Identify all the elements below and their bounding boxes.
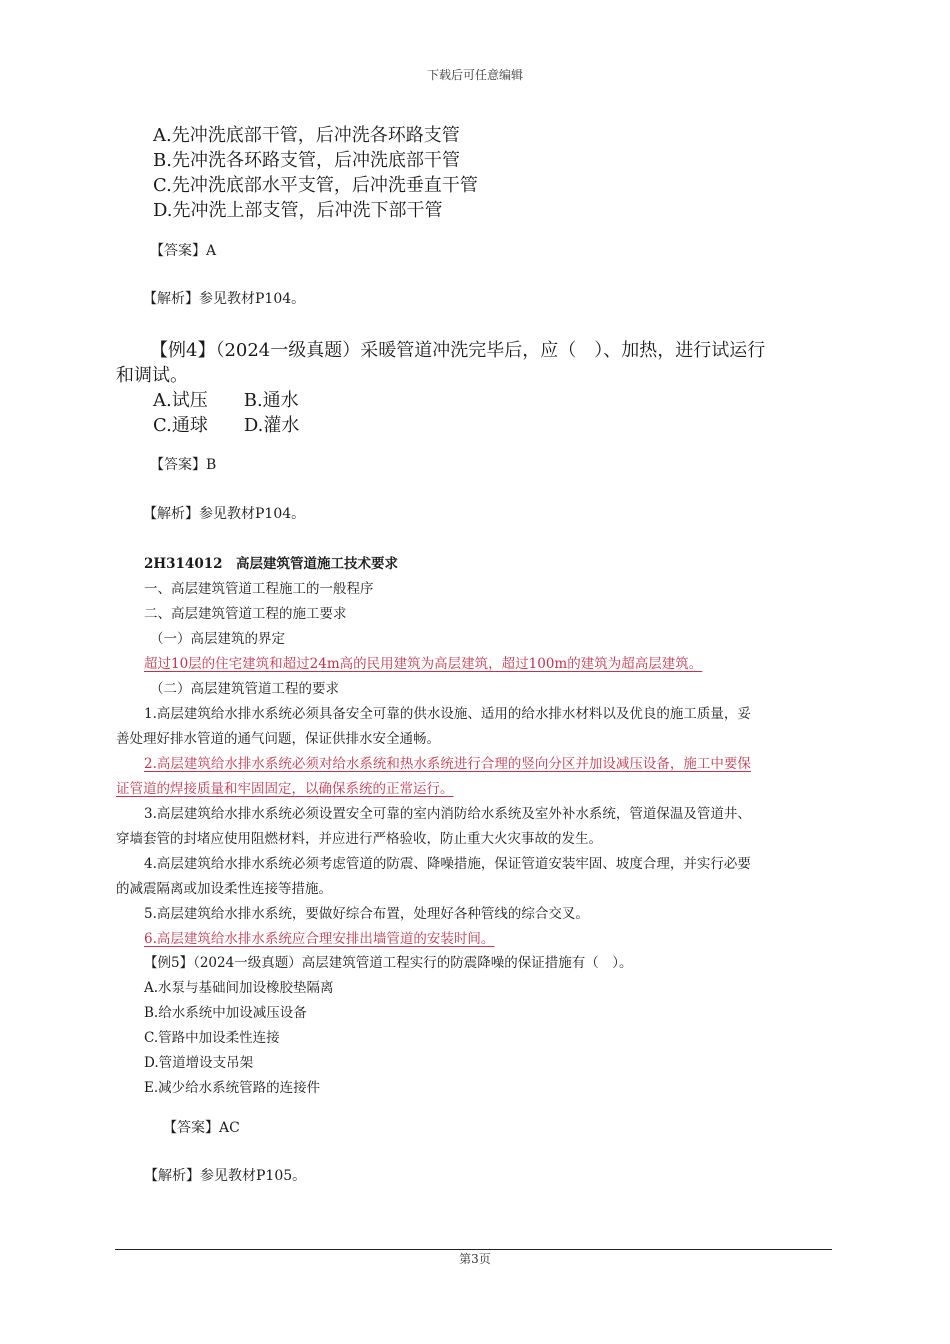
example5-option-b: B.给水系统中加设减压设备: [144, 1005, 307, 1021]
paragraph-3-line2: 穿墙套管的封堵应使用阻燃材料，并应进行严格验收，防止重大火灾事故的发生。: [116, 831, 602, 847]
example5-option-c: C.管路中加设柔性连接: [144, 1030, 280, 1046]
example5-answer: 【答案】AC: [163, 1120, 240, 1136]
paragraph-1-line1: 1.高层建筑给水排水系统必须具备安全可靠的供水设施、适用的给水排水材料以及优良的施工质量，妥: [144, 706, 751, 722]
example4-stem: 【例4】（2024一级真题）采暖管道冲洗完毕后，应（ ）、加热，进行试运行: [150, 340, 766, 361]
example4-options-row1: A.试压 B.通水: [153, 390, 299, 411]
option-a: A.先冲洗底部干管，后冲洗各环路支管: [153, 125, 460, 146]
example5-option-d: D.管道增设支吊架: [144, 1055, 254, 1071]
option-b: B.先冲洗各环路支管，后冲洗底部干管: [153, 150, 460, 171]
page-number: 第3页: [459, 1252, 491, 1266]
paragraph-3-line1: 3.高层建筑给水排水系统必须设置安全可靠的室内消防给水系统及室外补水系统，管道保温及管道井、: [144, 806, 751, 822]
highlight-definition: 超过10层的住宅建筑和超过24m高的民用建筑为高层建筑，超过100m的建筑为超高层建筑。: [144, 656, 703, 672]
section-title: 2H314012 高层建筑管道施工技术要求: [144, 556, 399, 572]
paragraph-4-line1: 4.高层建筑给水排水系统必须考虑管道的防震、降噪措施，保证管道安装牢固、坡度合理，并实行必要: [144, 856, 751, 872]
option-d: D.先冲洗上部支管，后冲洗下部干管: [153, 200, 443, 221]
example4-answer: 【答案】B: [150, 457, 217, 473]
page-header: 下载后可任意编辑: [426, 68, 523, 82]
section-item-2: 二、高层建筑管道工程的施工要求: [144, 606, 347, 622]
example5-stem: 【例5】（2024一级真题）高层建筑管道工程实行的防震降噪的保证措施有（ ）。: [144, 955, 633, 971]
paragraph-2-line1: 2.高层建筑给水排水系统必须对给水系统和热水系统进行合理的竖向分区并加设减压设备，施工中要保: [144, 756, 751, 772]
example5-option-a: A.水泵与基础间加设橡胶垫隔离: [144, 980, 334, 996]
example4-stem-cont: 和调试。: [116, 365, 188, 386]
subsection-1: （一）高层建筑的界定: [150, 631, 285, 647]
paragraph-2-line2: 证管道的焊接质量和牢固固定，以确保系统的正常运行。: [116, 781, 454, 797]
subsection-2: （二）高层建筑管道工程的要求: [150, 681, 339, 697]
example5-analysis: 【解析】参见教材P105。: [144, 1168, 307, 1184]
answer: 【答案】A: [150, 243, 217, 259]
paragraph-5: 5.高层建筑给水排水系统，要做好综合布置，处理好各种管线的综合交叉。: [144, 906, 589, 922]
example4-analysis: 【解析】参见教材P104。: [143, 506, 306, 522]
example4-options-row2: C.通球 D.灌水: [153, 415, 300, 436]
example5-option-e: E.减少给水系统管路的连接件: [144, 1080, 321, 1096]
option-c: C.先冲洗底部水平支管，后冲洗垂直干管: [153, 175, 478, 196]
analysis: 【解析】参见教材P104。: [143, 291, 306, 307]
paragraph-6: 6.高层建筑给水排水系统应合理安排出墙管道的安装时间。: [144, 931, 495, 947]
section-item-1: 一、高层建筑管道工程施工的一般程序: [144, 581, 374, 597]
paragraph-4-line2: 的减震隔离或加设柔性连接等措施。: [116, 881, 332, 897]
paragraph-1-line2: 善处理好排水管道的通气问题，保证供排水安全通畅。: [116, 731, 440, 747]
